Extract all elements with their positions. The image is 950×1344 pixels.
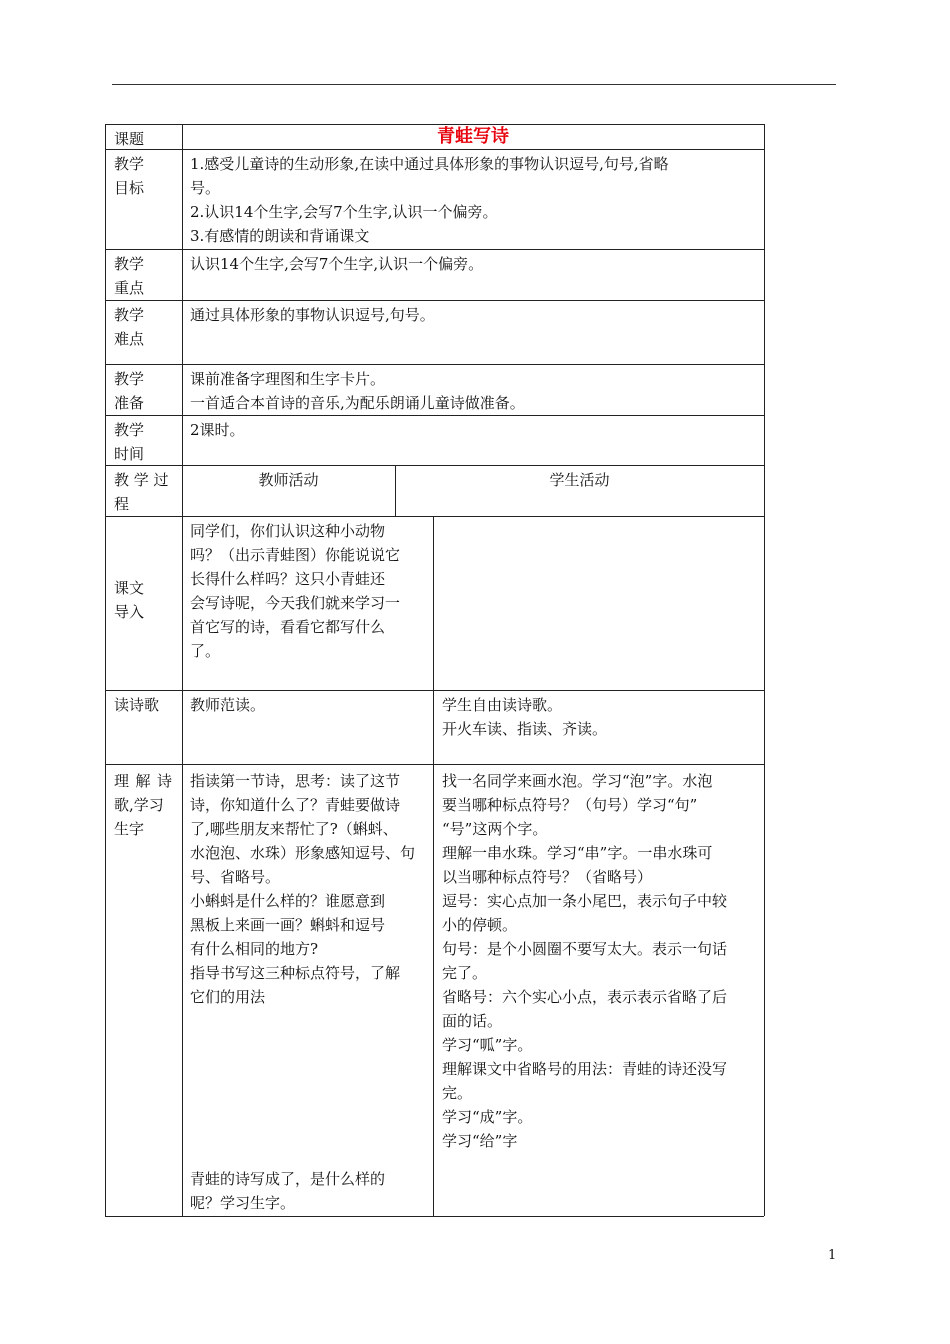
reading-student-text: 学生自由读诗歌。 开火车读、指读、齐读。 bbox=[442, 696, 608, 738]
understanding-teacher-text: 指读第一节诗，思考：读了这节 诗，你知道什么了？青蛙要做诗 了,哪些朋友来帮忙了?（蝌蚪、 水泡泡、水珠）形象感知逗号、句 号、省略号。 小蝌蚪是什么样的？谁愿意到 黑板上来画一画？蝌蚪和逗号 有什么相同的地方? 指导书写这三种标点符号，了解 它们的用法 bbox=[190, 772, 416, 1006]
intro-label: 课文 导入 bbox=[114, 579, 145, 621]
topic-label: 课题 bbox=[114, 130, 145, 148]
key-points-label: 教学 重点 bbox=[114, 255, 145, 297]
lesson-title: 青蛙写诗 bbox=[437, 126, 509, 147]
process-label: 教 学 过 程 bbox=[114, 471, 169, 513]
understanding-label: 理 解 诗 歌,学习 生字 bbox=[114, 772, 172, 838]
difficulties-label: 教学 难点 bbox=[114, 306, 145, 348]
time-text: 2课时。 bbox=[190, 421, 245, 439]
page-number: 1 bbox=[828, 1248, 837, 1263]
objectives-label: 教学 目标 bbox=[114, 155, 145, 197]
teacher-activity-header: 教师活动 bbox=[258, 471, 319, 489]
objective-item: 3.有感情的朗读和背诵课文 bbox=[190, 227, 370, 245]
preparation-label: 教学 准备 bbox=[114, 370, 145, 412]
student-activity-header: 学生活动 bbox=[549, 471, 610, 489]
intro-teacher-text: 同学们，你们认识这种小动物 吗？（出示青蛙图）你能说说它 长得什么样吗？这只小青蛙还 会写诗呢，今天我们就来学习一 首它写的诗，看看它都写什么 了。 bbox=[190, 522, 401, 660]
time-label: 教学 时间 bbox=[114, 421, 145, 463]
key-points-text: 认识14个生字,会写7个生字,认识一个偏旁。 bbox=[190, 255, 484, 273]
understanding-teacher-closing: 青蛙的诗写成了，是什么样的 呢？学习生字。 bbox=[190, 1170, 386, 1212]
preparation-text: 课前准备字理图和生字卡片。 一首适合本首诗的音乐,为配乐朗诵儿童诗做准备。 bbox=[190, 370, 525, 412]
difficulties-text: 通过具体形象的事物认识逗号,句号。 bbox=[190, 306, 435, 324]
objective-item: 2.认识14个生字,会写7个生字,认识一个偏旁。 bbox=[190, 203, 498, 221]
reading-teacher-text: 教师范读。 bbox=[190, 696, 266, 714]
understanding-student-text: 找一名同学来画水泡。学习“泡”字。水泡 要当哪种标点符号？（句号）学习“句” “号”这两个字。 理解一串水珠。学习“串”字。一串水珠可 以当哪种标点符号？（省略号） 逗号：实心点加一条小尾巴，表示句子中较 小的停顿。 句号：是个小圆圈不要写太大。表示一句话 完了。 省略号：六个实心小点，表示表示省略了后 面的话。 学习“呱”字。 理解课文中省略号的用法：青蛙的诗还没写 完。 学习“成”字。 学习“给”字 bbox=[442, 772, 728, 1150]
objective-item: 1.感受儿童诗的生动形象,在读中通过具体形象的事物认识逗号,句号,省略 bbox=[190, 155, 669, 173]
objective-item: 号。 bbox=[190, 179, 221, 197]
objectives-list bbox=[190, 152, 669, 248]
header-rule bbox=[112, 84, 836, 85]
reading-label: 读诗歌 bbox=[114, 696, 160, 714]
